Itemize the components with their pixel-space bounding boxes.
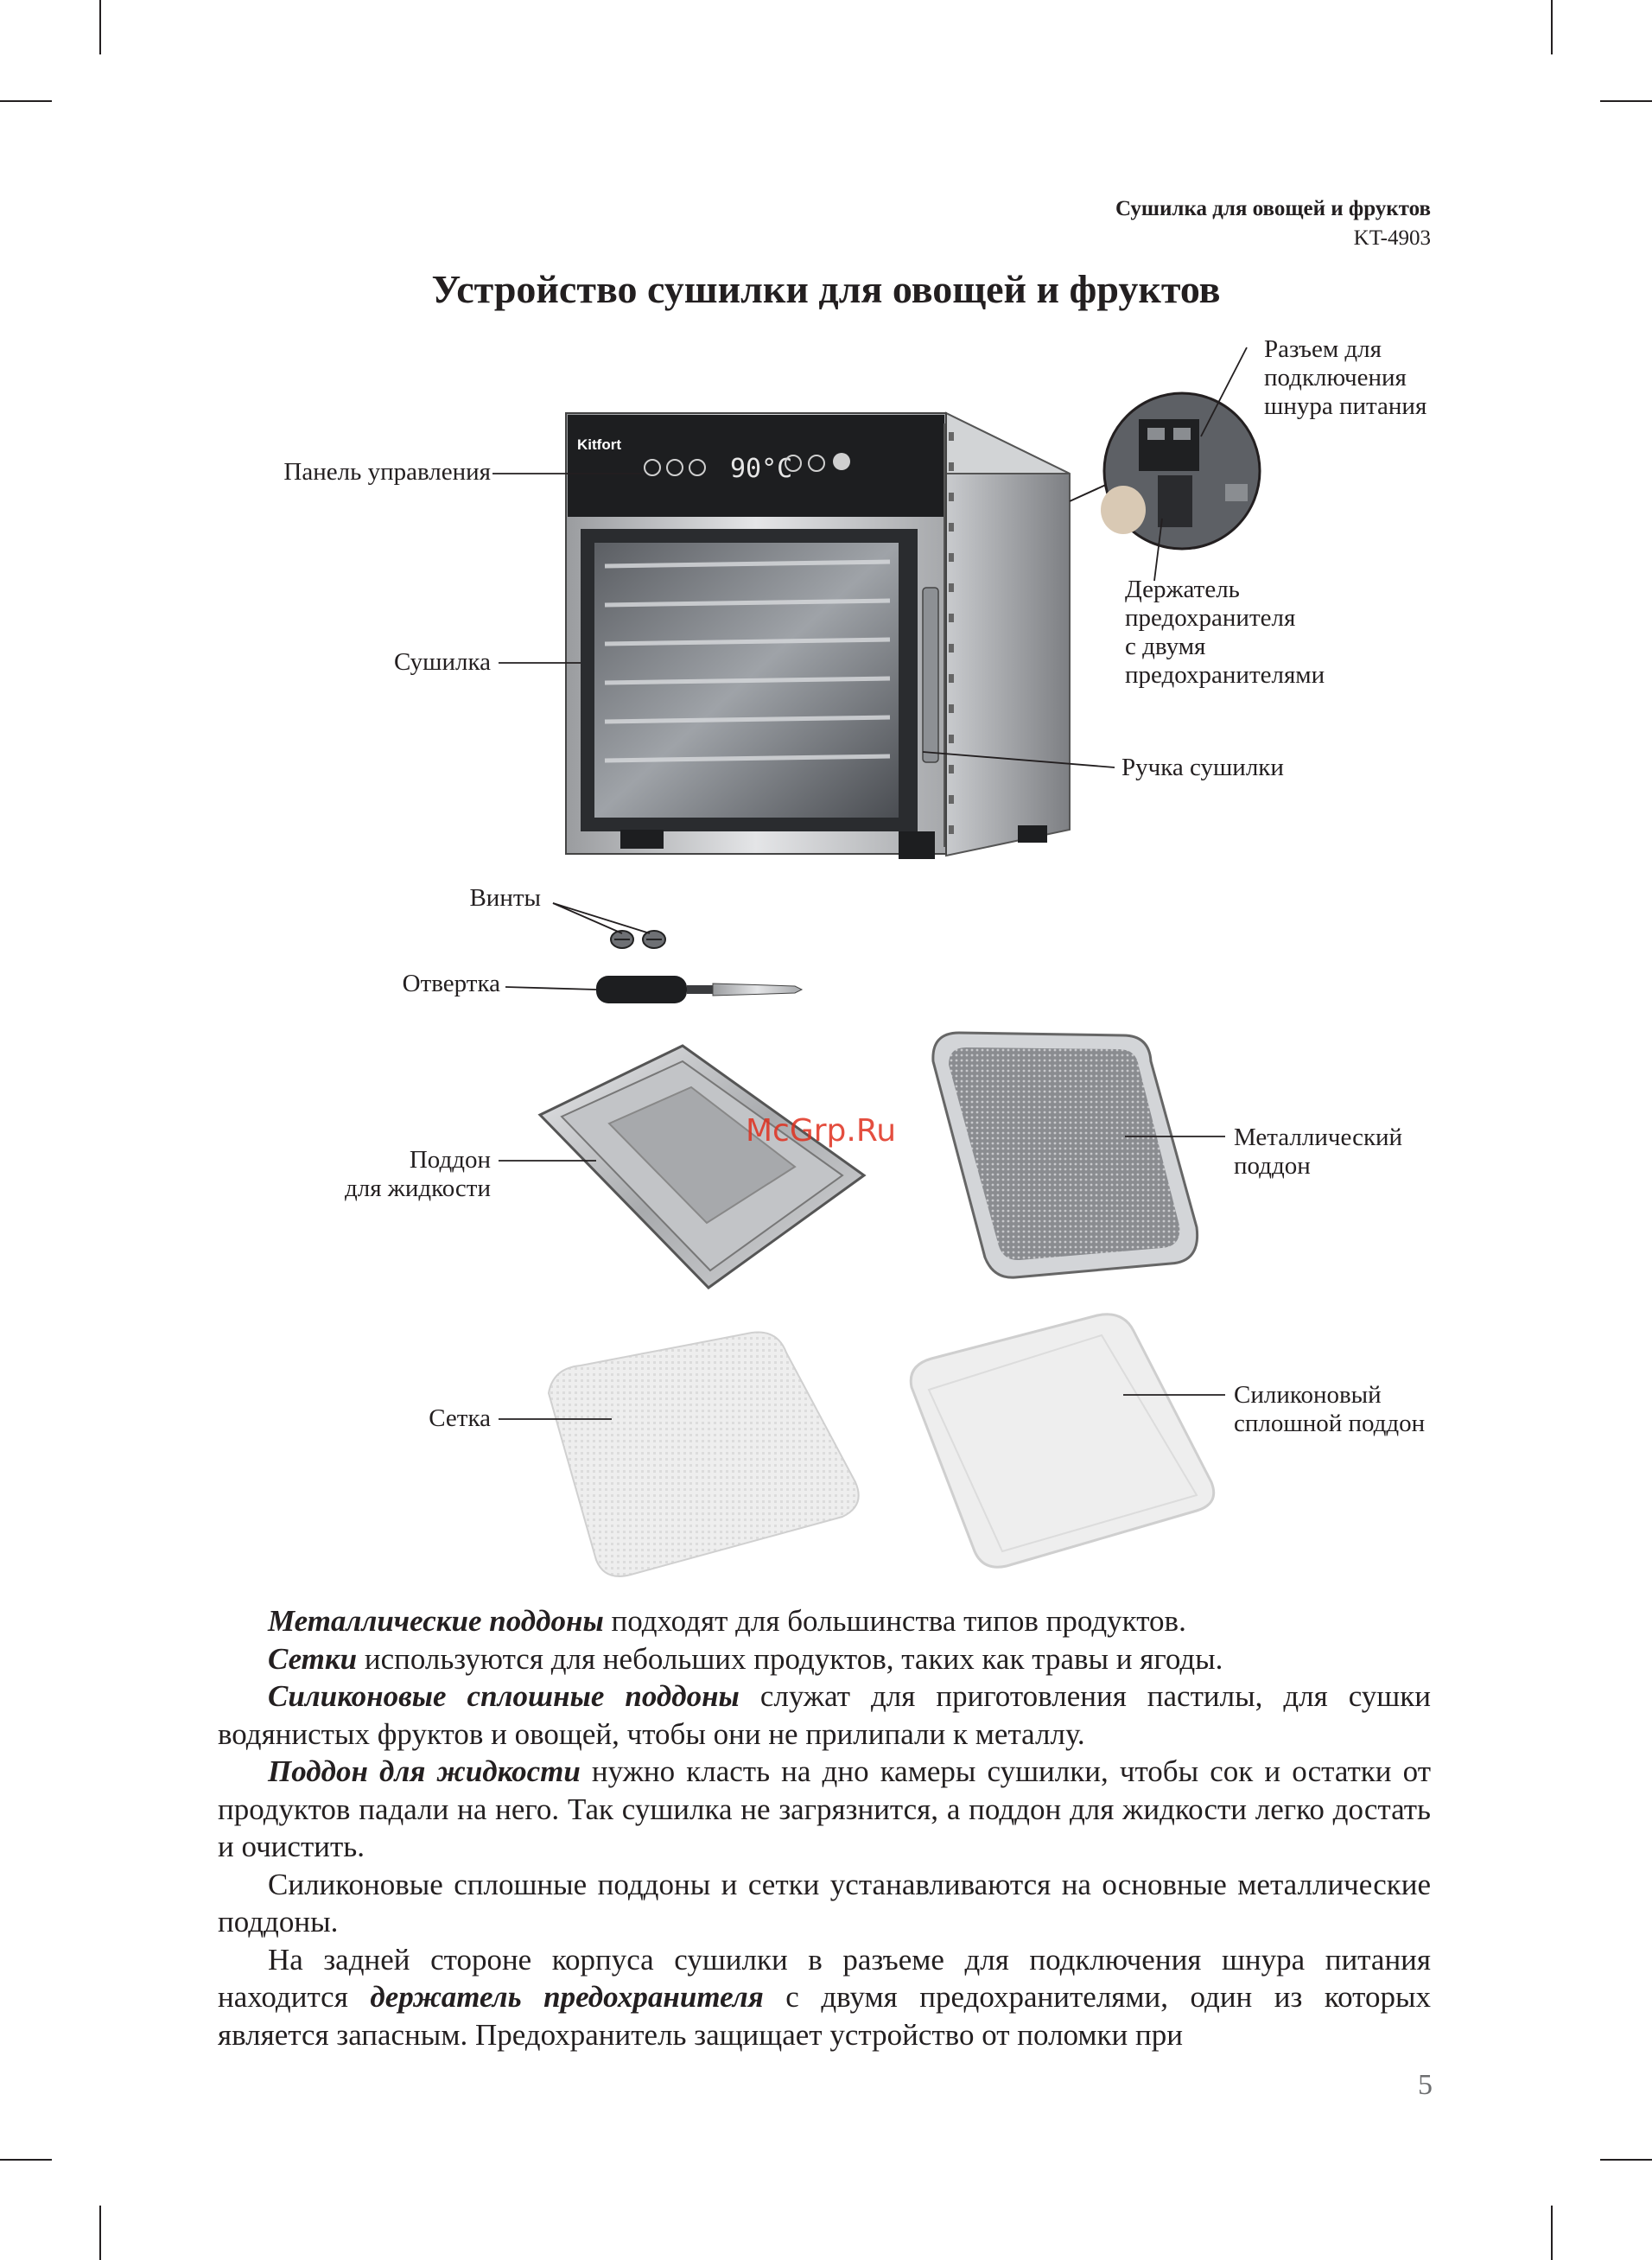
paragraph-mesh: Сетки используются для небольших продуктов, таких как травы и ягоды. bbox=[268, 1641, 1223, 1676]
paragraph-installation: Силиконовые сплошные поддоны и сетки устанавливаются на основные металлические поддоны. bbox=[218, 1867, 1431, 1939]
label-handle: Ручка сушилки bbox=[1121, 754, 1284, 781]
screwdriver-image bbox=[596, 976, 802, 1003]
label-fuse-holder: Держатель предохранителя с двумя предохранителями bbox=[1125, 576, 1325, 689]
label-dryer: Сушилка bbox=[394, 648, 491, 676]
body-text bbox=[218, 1602, 1431, 2053]
label-silicone-sheet: Силиконовый сплошной поддон bbox=[1234, 1381, 1426, 1437]
label-screwdriver: Отвертка bbox=[402, 970, 500, 997]
header-product: Сушилка для овощей и фруктов bbox=[1115, 197, 1431, 220]
paragraph-fuse: На задней стороне корпуса сушилки в разъеме для подключения шнура питания находится держатель предохранителя с двумя предохранителями, один из которых является запасным. Предохранитель защищает устройство от поломки при bbox=[218, 1942, 1431, 2052]
label-metal-tray: Металлический поддон bbox=[1234, 1124, 1403, 1180]
label-control-panel: Панель управления bbox=[283, 458, 491, 486]
paragraph-silicone: Силиконовые сплошные поддоны служат для приготовления пастилы, для сушки водянистых фруктов и овощей, чтобы они не прилипали к металлу. bbox=[218, 1679, 1431, 1751]
page-number: 5 bbox=[1418, 2069, 1433, 2101]
paragraph-metal-trays: Металлические поддоны подходят для большинства типов продуктов. bbox=[268, 1604, 1186, 1638]
drip-tray-image bbox=[540, 1046, 864, 1288]
paragraph-drip-tray: Поддон для жидкости нужно класть на дно камеры сушилки, чтобы сок и остатки от продуктов падали на него. Так сушилка не загрязнится, а поддон для жидкости легко достать и очистить. bbox=[218, 1754, 1431, 1863]
brand-logo: Kitfort bbox=[577, 436, 621, 453]
screws-image bbox=[611, 931, 665, 948]
header-model: KT-4903 bbox=[1353, 226, 1431, 250]
display-readout: 90°C bbox=[730, 454, 793, 484]
crop-mark bbox=[1551, 2206, 1553, 2260]
label-connector: Разъем для подключения шнура питания bbox=[1264, 335, 1427, 420]
watermark: McGrp.Ru bbox=[746, 1113, 897, 1149]
leader-screwdriver bbox=[505, 987, 596, 990]
label-mesh: Сетка bbox=[429, 1404, 491, 1432]
metal-tray-image bbox=[933, 1033, 1198, 1277]
crop-mark bbox=[99, 2206, 101, 2260]
page-title: Устройство сушилки для овощей и фруктов bbox=[431, 267, 1221, 311]
dryer-handle bbox=[923, 588, 938, 762]
dryer-side bbox=[946, 413, 1070, 856]
label-drip-tray: Поддон для жидкости bbox=[344, 1146, 491, 1202]
label-screws: Винты bbox=[469, 884, 541, 912]
silicone-sheet-image bbox=[911, 1315, 1213, 1567]
crop-mark bbox=[0, 2159, 52, 2161]
mesh-sheet-image bbox=[549, 1332, 859, 1576]
crop-mark bbox=[1600, 2159, 1652, 2161]
leader-screws-1 bbox=[553, 903, 622, 933]
leader-screws-2 bbox=[553, 903, 650, 933]
